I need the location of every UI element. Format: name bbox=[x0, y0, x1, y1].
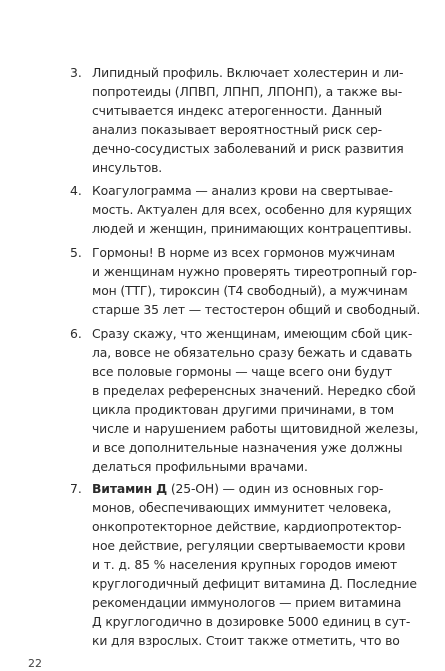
list-item-7 bbox=[70, 479, 417, 650]
text-line: онкопротекторное действие, кардиопротектор- bbox=[92, 519, 402, 534]
text-line: мость. Актуален для всех, особенно для курящих bbox=[92, 202, 412, 217]
text-line: мон (ТТГ), тироксин (Т4 свободный), а мужчинам bbox=[92, 283, 408, 298]
list-number: 5. bbox=[70, 245, 82, 260]
list-item-text bbox=[92, 181, 412, 238]
text-line: все половые гормоны — чаще всего они будут bbox=[92, 364, 392, 379]
vitamin-d-heading: Витамин Д bbox=[92, 481, 168, 496]
text-line: Сразу скажу, что женщинам, имеющим сбой цик- bbox=[92, 326, 413, 341]
text-line: старше 35 лет — тестостерон общий и свободный. bbox=[92, 302, 421, 317]
text-line: рекомендации иммунологов — прием витамина bbox=[92, 595, 402, 610]
list-item-5 bbox=[70, 243, 421, 319]
text-line: ки для взрослых. Стоит также отметить, что во bbox=[92, 633, 400, 648]
text-line: круглогодичный дефицит витамина Д. Последние bbox=[92, 576, 417, 591]
list-item-text bbox=[92, 243, 421, 319]
text-line: анализ показывает вероятностный риск сер- bbox=[92, 122, 382, 137]
text-line: инсультов. bbox=[92, 160, 163, 175]
page-number: 22 bbox=[28, 657, 42, 670]
list-item-text bbox=[92, 324, 419, 476]
text-line: и все дополнительные назначения уже должны bbox=[92, 440, 403, 455]
text-line: считывается индекс атерогенности. Данный bbox=[92, 103, 382, 118]
list-item-text bbox=[92, 63, 404, 177]
list-number: 7. bbox=[70, 481, 82, 496]
text-line: цикла продиктован другими причинами, в том bbox=[92, 402, 394, 417]
text-line: Липидный профиль. Включает холестерин и ли- bbox=[92, 65, 404, 80]
list-item-4 bbox=[70, 181, 412, 238]
text-line: числе и нарушением работы щитовидной железы, bbox=[92, 421, 419, 436]
text-line: Гормоны! В норме из всех гормонов мужчинам bbox=[92, 245, 395, 260]
text-line bbox=[92, 479, 382, 498]
text-line: попротеиды (ЛПВП, ЛПНП, ЛПОНП), а также вы- bbox=[92, 84, 403, 99]
list-item-6 bbox=[70, 324, 419, 476]
list-item-text bbox=[92, 479, 417, 650]
text-line: в пределах референсных значений. Нередко сбой bbox=[92, 383, 416, 398]
list-number: 3. bbox=[70, 65, 82, 80]
list-number: 6. bbox=[70, 326, 82, 341]
list-number: 4. bbox=[70, 183, 82, 198]
text-line: ное действие, регуляции свертываемости крови bbox=[92, 538, 406, 553]
text-line: монов, обеспечивающих иммунитет человека, bbox=[92, 500, 392, 515]
text-line: Д круглогодично в дозировке 5000 единиц в сут- bbox=[92, 614, 411, 629]
text-line: и женщинам нужно проверять тиреотропный гор- bbox=[92, 264, 417, 279]
text-line: делаться профильными врачами. bbox=[92, 459, 308, 474]
text-line: дечно-сосудистых заболеваний и риск развития bbox=[92, 141, 404, 156]
list-item-3 bbox=[70, 63, 404, 177]
text-line: Коагулограмма — анализ крови на свертывае- bbox=[92, 183, 393, 198]
text-line: и т. д. 85 % населения крупных городов имеют bbox=[92, 557, 398, 572]
text-line: ла, вовсе не обязательно сразу бежать и сдавать bbox=[92, 345, 413, 360]
text-line: людей и женщин, принимающих контрацептивы. bbox=[92, 221, 412, 236]
text-run: (25-ОН) — один из основных гор- bbox=[167, 481, 384, 496]
